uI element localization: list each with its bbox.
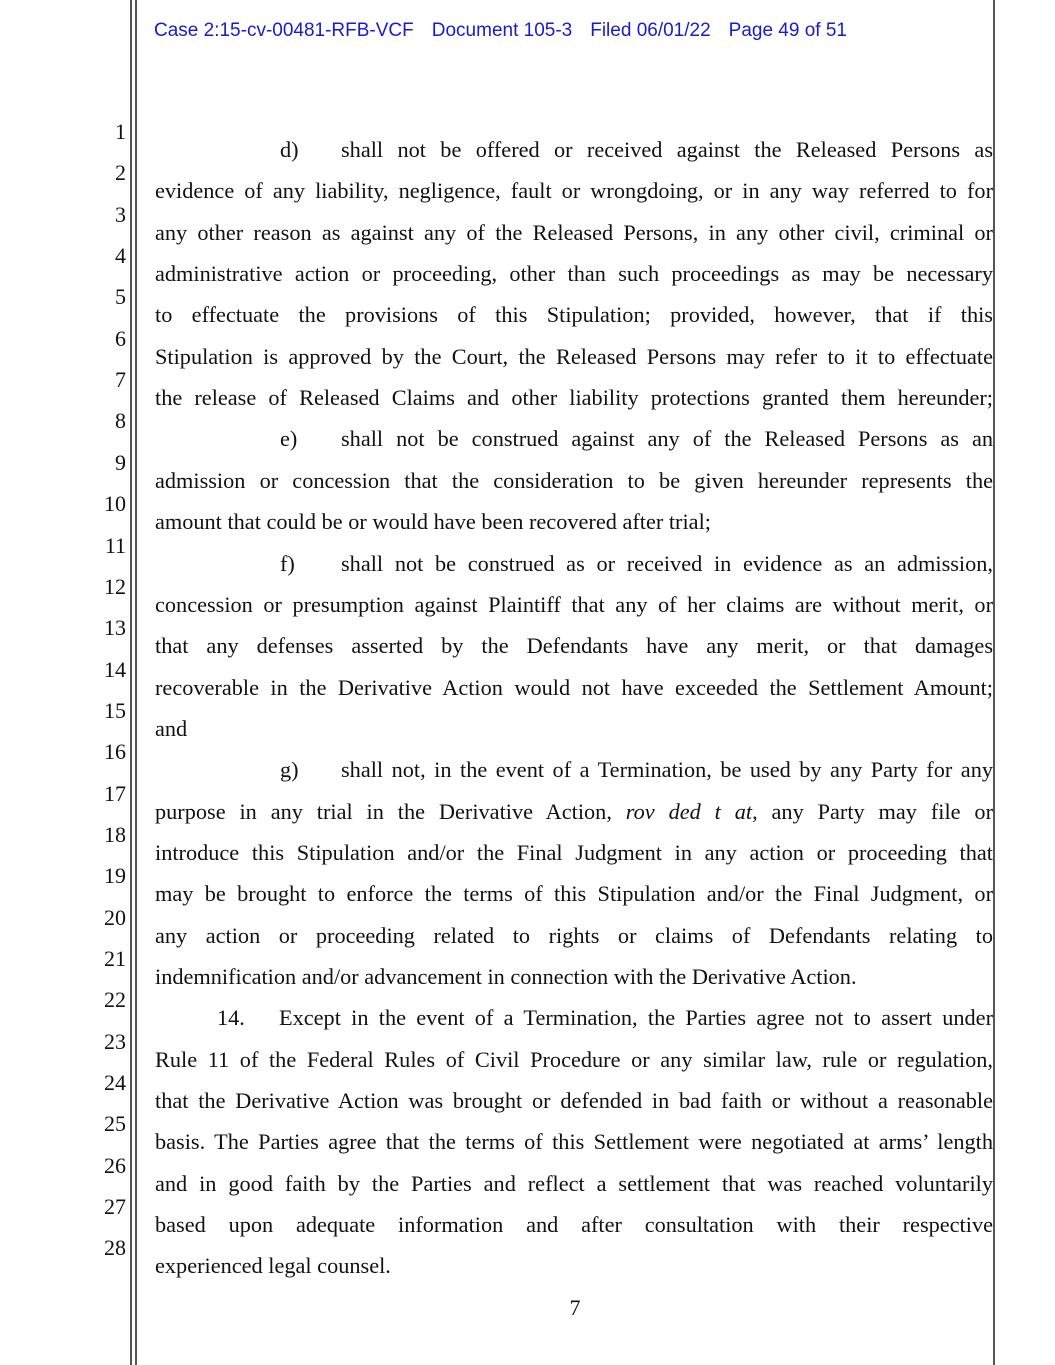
line-number: 10: [104, 491, 126, 517]
line-text: admission or concession that the consideration to be given hereunder represents the: [155, 467, 993, 493]
paragraph-number: 14.: [217, 1005, 245, 1031]
line-number: 19: [104, 863, 126, 889]
line-text: purpose in any trial in the Derivative Action,: [155, 798, 626, 824]
text-line: [155, 964, 993, 990]
text-line: [155, 881, 993, 907]
line-number: 24: [104, 1070, 126, 1096]
line-number: 7: [115, 367, 126, 393]
text-line: [155, 592, 993, 618]
text-line: [280, 426, 993, 452]
italic-phrase: rov ded t at: [625, 798, 753, 824]
filed-date: Filed 06/01/22: [590, 20, 711, 41]
text-line: [280, 757, 993, 783]
line-text: shall not be construed against any of the Released Persons as an: [341, 426, 993, 452]
line-text: the release of Released Claims and other liability protections granted them hereunder;: [155, 385, 993, 411]
text-line: [280, 551, 993, 577]
line-number: 14: [104, 656, 126, 682]
line-text: administrative action or proceeding, other than such proceedings as may be necessary: [155, 261, 993, 287]
subparagraph-label: d): [280, 137, 299, 162]
text-line: [155, 1212, 993, 1238]
line-number: 8: [115, 408, 126, 434]
line-number: 3: [115, 201, 126, 227]
line-text: shall not be offered or received against the Released Persons as: [341, 137, 993, 162]
line-number: 22: [104, 987, 126, 1013]
text-line: [155, 1088, 993, 1114]
text-line: [280, 137, 993, 163]
subparagraph-label: e): [280, 426, 298, 452]
text-line: [155, 716, 993, 742]
text-line: [155, 344, 993, 370]
left-margin-rule-inner: [135, 0, 137, 1365]
line-text: any other reason as against any of the Released Persons, in any other civil, criminal or: [155, 219, 993, 245]
right-margin-rule: [993, 0, 995, 1365]
subparagraph-label: g): [280, 757, 299, 783]
text-line: [155, 1129, 993, 1155]
line-text: and: [155, 715, 188, 741]
text-line: [155, 261, 993, 287]
line-number: 16: [104, 739, 126, 765]
text-line: [217, 1005, 993, 1031]
line-number: 18: [104, 821, 126, 847]
text-line: [155, 1047, 993, 1073]
text-line: [155, 633, 993, 659]
document-number: Document 105-3: [431, 20, 573, 41]
line-number: 23: [104, 1028, 126, 1054]
line-number: 15: [104, 697, 126, 723]
line-number: 26: [104, 1152, 126, 1178]
line-text: may be brought to enforce the terms of this Stipulation and/or the Final Judgment, or: [155, 881, 993, 907]
line-number: 11: [104, 532, 126, 558]
text-line: [155, 178, 993, 204]
line-number: 2: [115, 160, 126, 186]
text-line: [155, 1253, 993, 1279]
page-count: Page 49 of 51: [728, 20, 847, 41]
line-text: , any Party may file or: [752, 798, 993, 824]
line-text: evidence of any liability, negligence, fault or wrongdoing, or in any way referred to for: [155, 178, 993, 204]
line-text: shall not, in the event of a Termination, be used by any Party for any: [341, 757, 993, 783]
line-number: 5: [115, 284, 126, 310]
line-text: introduce this Stipulation and/or the Final Judgment in any action or proceeding that: [155, 839, 993, 865]
line-number: 6: [115, 325, 126, 351]
text-line: [155, 302, 993, 328]
line-number: 13: [104, 615, 126, 641]
page-number: 7: [569, 1295, 581, 1320]
line-text: to effectuate the provisions of this Stipulation; provided, however, that if this: [155, 302, 993, 328]
text-line: [155, 468, 993, 494]
line-text: Stipulation is approved by the Court, the Released Persons may refer to it to effectuate: [155, 343, 993, 369]
line-text: amount that could be or would have been recovered after trial;: [155, 509, 711, 535]
case-number: Case 2:15-cv-00481-RFB-VCF: [154, 20, 414, 41]
line-number: 12: [104, 573, 126, 599]
line-text: experienced legal counsel.: [155, 1253, 391, 1279]
line-number: 25: [104, 1111, 126, 1137]
line-text: based upon adequate information and after consultation with their respective: [155, 1212, 993, 1238]
line-text: indemnification and/or advancement in connection with the Derivative Action.: [155, 964, 857, 989]
subparagraph-label: f): [280, 550, 295, 576]
line-text: Except in the event of a Termination, the Parties agree not to assert under: [279, 1005, 993, 1031]
text-line: [155, 923, 993, 949]
line-text: recoverable in the Derivative Action would not have exceeded the Settlement Amount;: [155, 674, 993, 700]
text-line: [155, 675, 993, 701]
line-text: shall not be construed as or received in evidence as an admission,: [341, 550, 993, 576]
text-line: [155, 509, 993, 535]
court-filing-header: [154, 20, 865, 42]
line-number: 17: [104, 780, 126, 806]
text-line: [155, 1171, 993, 1197]
left-margin-rule-outer: [130, 0, 132, 1365]
line-text: that any defenses asserted by the Defendants have any merit, or that damages: [155, 633, 993, 659]
line-number: 1: [115, 119, 126, 144]
text-line: [155, 799, 993, 825]
line-number: 20: [104, 904, 126, 930]
line-text: that the Derivative Action was brought or defended in bad faith or without a reasonable: [155, 1088, 993, 1114]
text-line: [155, 840, 993, 866]
line-number: 27: [104, 1194, 126, 1220]
line-number: 4: [115, 243, 126, 269]
line-text: and in good faith by the Parties and reflect a settlement that was reached voluntarily: [155, 1170, 993, 1196]
text-line: [155, 385, 993, 411]
line-number: 21: [104, 946, 126, 971]
line-text: any action or proceeding related to rights or claims of Defendants relating to: [155, 922, 993, 948]
line-text: Rule 11 of the Federal Rules of Civil Procedure or any similar law, rule or regulation,: [155, 1046, 993, 1072]
line-text: basis. The Parties agree that the terms of this Settlement were negotiated at arms’ length: [155, 1129, 993, 1155]
text-line: [155, 220, 993, 246]
line-number: 9: [115, 449, 126, 475]
line-number: 28: [104, 1235, 126, 1261]
line-text: concession or presumption against Plaintiff that any of her claims are without merit, or: [155, 591, 993, 617]
